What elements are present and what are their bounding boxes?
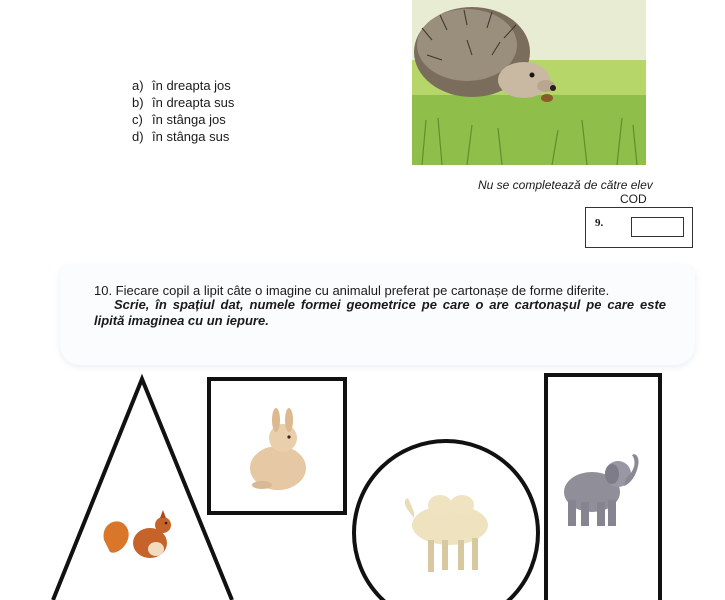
hedgehog-photo — [412, 0, 646, 165]
question-intro: 10. Fiecare copil a lipit câte o imagine cu animalul preferat pe cartonașe de forme diferite. — [94, 283, 610, 298]
grading-note: Nu se completează de către elev — [478, 178, 653, 192]
cod-label: COD — [620, 192, 647, 206]
option-a: a) în dreapta jos — [132, 78, 231, 93]
answer-options — [132, 77, 234, 145]
score-cell[interactable] — [631, 217, 684, 237]
option-b: b) în dreapta sus — [132, 95, 235, 110]
option-d: d) în stânga sus — [132, 129, 230, 144]
shape-cards — [0, 365, 725, 600]
option-c: c) în stânga jos — [132, 112, 226, 127]
cod-box — [585, 207, 693, 248]
triangle-card — [53, 379, 232, 600]
item-number: 9. — [595, 217, 604, 229]
question-instruction: Scrie, în spațiul dat, numele formei geometrice pe care o are cartonașul pe care este lipită imaginea cu un iepure. — [94, 297, 666, 328]
